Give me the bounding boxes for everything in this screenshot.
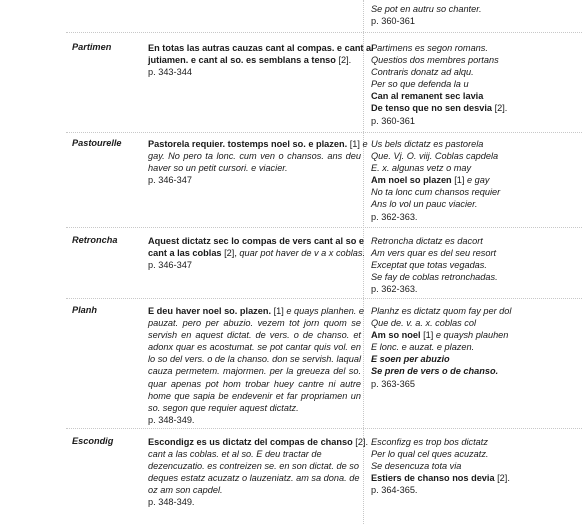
text-span: Am noel so plazen [371,175,452,186]
text-span: Am vers quar es del seu resort [371,248,497,259]
row-divider [66,298,582,299]
text-line [371,42,576,54]
text-line [371,15,576,27]
text-span: dezencuzatio. es contreizen se. en son dictat. de so [148,461,359,472]
text-line [148,150,361,162]
text-line [371,305,576,317]
text-line [371,115,576,127]
text-span: p. 346-347 [148,175,192,186]
top-verse-text [371,3,576,27]
text-span: p. 343-344 [148,67,192,78]
text-span: deques estatz acuzatz o lauzeniatz. am sa dona. de [148,473,360,484]
text-line [371,3,576,15]
text-line [371,78,576,90]
prose-definition [148,42,374,78]
text-span: e [362,139,368,149]
text-line [371,484,576,496]
text-span: Ans lo vol un pauc viacier. [371,199,478,210]
prose-definition [148,138,368,186]
text-span: Us bels dictatz es pastorela [371,139,484,149]
genre-term: Retroncha [72,235,118,245]
text-span: Questios dos membres portans [371,55,499,66]
text-line [148,235,364,247]
text-span: Se pot en autru so chanter. [371,4,482,14]
text-line [148,162,361,174]
text-span: p. 348-349. [148,414,195,425]
text-span: Per so que defenda la u [371,79,469,90]
text-span: cant a las coblas. et al so. E deu tractar de [148,449,322,460]
text-span: Se desencuza tota via [371,461,462,472]
text-span: cant a las coblas [148,248,222,259]
text-span: Pastorela requier. tostemps noel so. e plazen. [148,139,348,149]
text-span: [1] [451,175,467,186]
verse-definition [371,436,576,496]
text-span: [1] [271,306,287,316]
genre-term: Pastourelle [72,138,122,148]
text-span: [2]. [352,437,369,447]
text-line [148,341,361,353]
text-span: Que de. v. a. x. coblas col [371,318,477,329]
text-span: Se fay de coblas retronchadas. [371,272,498,283]
text-line [371,378,576,390]
text-span: Exceptat que totas vegadas. [371,260,487,271]
text-line [148,448,361,460]
text-line [148,496,361,508]
row-divider [66,227,582,228]
text-line [371,162,576,174]
text-span: gay. No pero ta lonc. cum ven o chansos. ans deu [148,151,361,162]
text-span: Per lo qual cel ques acuzatz. [371,449,489,460]
text-span: En totas las autras cauzas cant al compas. e cant al [148,43,374,53]
text-span: Esconfizg es trop bos dictatz [371,437,488,447]
row-divider [66,32,582,33]
text-line [371,102,576,114]
text-line [148,174,361,186]
text-span: p. 360-361 [371,115,415,126]
text-span: Escondigz es us dictatz del compas de chanso [148,437,353,447]
text-line [371,341,576,353]
genre-term: Planh [72,305,98,315]
text-span: pauzat. pero per abuzio. vezem tot jorn quom se [148,318,361,329]
text-span: jutiamen. e cant al so. es semblans a tenso [148,55,336,66]
text-span: E deu haver noel so. plazen. [148,306,272,316]
text-span: E soen per abuzio [371,354,450,365]
text-line [148,353,361,365]
text-span: quar apenas pot hom trobar huey cantre ni autre [148,378,361,389]
text-span: servish en aquest dictat. de vers. o de chanso. et [148,330,361,341]
text-line [148,484,361,496]
verse-definition [371,42,576,127]
text-span: Planhz es dictatz quom fay per dol [371,306,512,316]
verse-definition [371,138,576,223]
prose-definition [148,235,366,271]
text-span: Estiers de chanso nos devia [371,473,495,484]
text-line [148,414,361,426]
text-span: [2], [221,248,240,259]
text-span: quar pot haver de v a x coblas. [239,248,366,259]
text-span: [1] [420,330,436,341]
text-line [371,283,576,295]
text-line [371,472,576,484]
text-line [148,259,361,271]
text-line [148,138,368,150]
prose-definition [148,436,369,509]
text-span: lo so del vers. o de la chanso. don se servish. laqual [148,354,361,365]
row-divider [66,428,582,429]
text-line [371,54,576,66]
prose-definition [148,305,365,426]
text-span: so. segon que requier aquest dictatz. [148,402,299,413]
text-line [148,460,361,472]
text-span: oz am son capdel. [148,485,223,496]
text-span: p. 362-363. [371,284,418,295]
verse-definition [371,305,576,390]
text-line [371,247,576,259]
text-span: cauza permetem. majormen. per la greueza del so. [148,366,361,377]
text-line [148,378,361,390]
text-line [371,317,576,329]
text-span: Aquest dictatz sec lo compas de vers cant al so e [148,236,364,246]
verse-definition [371,235,576,295]
text-span: Se pren de vers o de chanso. [371,366,499,377]
text-line [148,436,369,448]
text-span: p. 364-365. [371,485,418,496]
genre-term: Escondig [72,436,114,446]
text-span: p. 363-365 [371,378,415,389]
text-line [148,390,361,402]
text-line [371,436,576,448]
text-span: E. x. algunas vetz o may [371,163,472,174]
text-line [148,402,361,414]
text-span: haver so un petit cursori. e viacier. [148,163,288,174]
text-span: p. 348-349. [148,497,195,508]
text-line [371,329,576,341]
text-line [148,472,361,484]
text-line [371,448,576,460]
text-span: No ta lonc cum chansos requier [371,187,501,198]
text-line [371,259,576,271]
text-line [371,365,576,377]
text-line [371,186,576,198]
text-span: Retroncha dictatz es dacort [371,236,483,246]
text-line [148,329,361,341]
text-line [148,317,361,329]
text-line [371,66,576,78]
text-span: [1] [347,139,363,149]
text-span: Contraris donatz ad alqu. [371,67,474,78]
text-span: e quays planhen. e [286,306,365,316]
text-line [371,174,576,186]
text-span: p. 360-361 [371,16,415,27]
text-line [148,66,361,78]
text-span: [2]. [335,55,352,66]
text-span: Can al remanent sec lavia [371,91,484,102]
text-line [371,90,576,102]
text-line [148,247,366,259]
text-line [148,365,361,377]
text-span: p. 362-363. [371,211,418,222]
text-line [371,460,576,472]
text-line [371,150,576,162]
text-span: home que sapia be endevenir et far propriamen un [148,390,361,401]
text-line [371,271,576,283]
text-line [371,211,576,223]
text-line [371,235,576,247]
text-line [371,138,576,150]
text-line [148,54,361,66]
text-line [148,305,365,317]
text-line [371,198,576,210]
text-span: adonx quar es acostumat. se pot cantar quis vol. en [148,342,361,353]
text-span: [2]. [492,103,508,114]
text-span: De tenso que no sen desvia [371,103,493,114]
genre-term: Partimen [72,42,112,52]
text-span: p. 346-347 [148,260,192,271]
text-span: e gay [467,175,490,186]
text-span: e quaysh plauhen [435,330,509,341]
row-divider [66,132,582,133]
text-span: [2]. [494,473,510,484]
text-line [148,42,374,54]
text-span: Partimens es segon romans. [371,43,488,53]
text-span: Que. Vj. O. viij. Coblas capdela [371,151,499,162]
text-span: Am so noel [371,330,421,341]
text-span: E lonc. e auzat. e plazen. [371,342,475,353]
text-line [371,353,576,365]
